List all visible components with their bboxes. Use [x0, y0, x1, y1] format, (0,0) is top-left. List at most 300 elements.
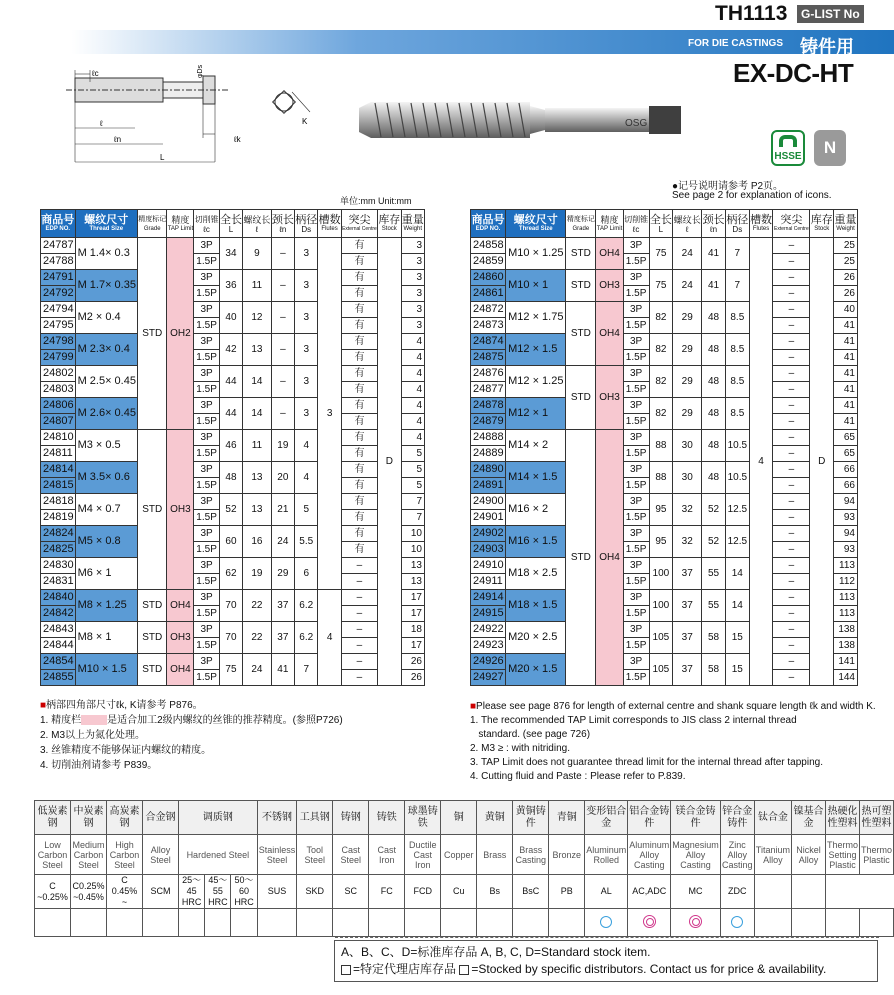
- weight: 26: [834, 270, 858, 286]
- tap-limit: OH2: [167, 238, 194, 430]
- neck-length: 55: [702, 590, 726, 622]
- chamfer: 1.5P: [623, 670, 649, 686]
- thread-length: 12: [243, 302, 271, 334]
- ext-centre: 有: [341, 334, 377, 350]
- material-code: C0.25% ~0.45%: [71, 875, 107, 909]
- overall-length: 75: [219, 654, 242, 686]
- ext-centre: –: [773, 574, 810, 590]
- overall-length: 82: [649, 302, 673, 334]
- grade: STD: [138, 622, 167, 654]
- col-weight: 重量 Weight: [401, 210, 425, 238]
- edp-number: 24877: [471, 382, 506, 398]
- neck-length: –: [271, 302, 294, 334]
- ext-centre: –: [341, 590, 377, 606]
- edp-number: 24859: [471, 254, 506, 270]
- weight: 66: [834, 462, 858, 478]
- ext-centre: 有: [341, 302, 377, 318]
- edp-number: 24901: [471, 510, 506, 526]
- chamfer: 1.5P: [623, 478, 649, 494]
- edp-number: 24860: [471, 270, 506, 286]
- weight: 13: [401, 558, 425, 574]
- material-en: Zinc Alloy Casting: [720, 835, 754, 875]
- edp-number: 24814: [41, 462, 76, 478]
- ext-centre: 有: [341, 254, 377, 270]
- material-en: Tool Steel: [297, 835, 333, 875]
- chamfer: 3P: [194, 334, 219, 350]
- weight: 4: [401, 382, 425, 398]
- chamfer: 1.5P: [623, 318, 649, 334]
- ext-centre: –: [773, 654, 810, 670]
- suitability-cell: [333, 909, 369, 937]
- ext-centre: –: [341, 654, 377, 670]
- catalog-code: TH1113: [715, 2, 788, 25]
- shank-dia: 8.5: [725, 366, 749, 398]
- suitability-cell: [405, 909, 441, 937]
- weight: 141: [834, 654, 858, 670]
- neck-length: 52: [702, 526, 726, 558]
- edp-number: 24792: [41, 286, 76, 302]
- chamfer: 1.5P: [194, 382, 219, 398]
- weight: 3: [401, 302, 425, 318]
- edp-number: 24903: [471, 542, 506, 558]
- weight: 7: [401, 510, 425, 526]
- table-row: [41, 398, 425, 414]
- table-row: [41, 590, 425, 606]
- thread-size: M16 × 1.5: [506, 526, 566, 558]
- weight: 26: [834, 286, 858, 302]
- table-row: [471, 462, 858, 478]
- edp-number: 24879: [471, 414, 506, 430]
- ext-centre: 有: [341, 382, 377, 398]
- tap-limit: OH4: [596, 430, 623, 686]
- neck-length: –: [271, 270, 294, 302]
- weight: 25: [834, 254, 858, 270]
- weight: 93: [834, 542, 858, 558]
- shank-dia: 12.5: [725, 526, 749, 558]
- material-en: Cast Steel: [333, 835, 369, 875]
- table-row: [41, 270, 425, 286]
- weight: 65: [834, 446, 858, 462]
- overall-length: 95: [649, 494, 673, 526]
- edp-number: 24825: [41, 542, 76, 558]
- best-double-circle-icon: [689, 915, 702, 928]
- chamfer: 3P: [194, 430, 219, 446]
- chamfer: 1.5P: [623, 542, 649, 558]
- tap-limit: OH4: [596, 238, 623, 270]
- thread-length: 14: [243, 366, 271, 398]
- thread-length: 37: [673, 558, 702, 590]
- edp-number: 24923: [471, 638, 506, 654]
- shank-dia: 3: [295, 366, 318, 398]
- chamfer: 3P: [623, 334, 649, 350]
- chamfer: 1.5P: [194, 286, 219, 302]
- ext-centre: –: [773, 542, 810, 558]
- material-code: 25～45 HRC: [179, 875, 205, 909]
- thread-length: 29: [673, 366, 702, 398]
- thread-size: M8 × 1.25: [75, 590, 137, 622]
- ext-centre: 有: [341, 494, 377, 510]
- material-en: Medium Carbon Steel: [71, 835, 107, 875]
- material-code: PB: [549, 875, 585, 909]
- ext-centre: –: [773, 494, 810, 510]
- chamfer: 1.5P: [194, 318, 219, 334]
- shank-dia: 5: [295, 494, 318, 526]
- neck-length: 21: [271, 494, 294, 526]
- flutes: 4: [318, 590, 341, 686]
- suitability-cell: [585, 909, 628, 937]
- grade: STD: [566, 270, 596, 302]
- chamfer: 1.5P: [623, 382, 649, 398]
- footnote-en: 1. The recommended TAP Limit corresponds to JIS class 2 internal thread: [470, 715, 797, 726]
- neck-length: –: [271, 398, 294, 430]
- table-row: [41, 558, 425, 574]
- material-zh: 工具钢: [297, 801, 333, 835]
- thread-length: 37: [673, 654, 702, 686]
- col-size: 螺纹尺寸 Thread Size: [506, 210, 566, 238]
- shank-dia: 15: [725, 622, 749, 654]
- col-grade: 精度标记 Grade: [138, 210, 167, 238]
- material-en: Aluminum Rolled: [585, 835, 628, 875]
- edp-number: 24806: [41, 398, 76, 414]
- weight: 94: [834, 494, 858, 510]
- edp-number: 24824: [41, 526, 76, 542]
- edp-number: 24861: [471, 286, 506, 302]
- table-row: [471, 558, 858, 574]
- ext-centre: –: [773, 430, 810, 446]
- edp-number: 24830: [41, 558, 76, 574]
- material-code: FC: [369, 875, 405, 909]
- thread-length: 37: [673, 622, 702, 654]
- footnote-en: 2. M3 ≥ : with nitriding.: [470, 743, 570, 754]
- shank-dia: 5.5: [295, 526, 318, 558]
- thread-length: 30: [673, 430, 702, 462]
- neck-length: 48: [702, 366, 726, 398]
- ext-centre: 有: [341, 318, 377, 334]
- material-en: Brass Casting: [513, 835, 549, 875]
- material-code: AC,ADC: [628, 875, 671, 909]
- weight: 113: [834, 558, 858, 574]
- shank-dia: 3: [295, 238, 318, 270]
- edp-number: 24802: [41, 366, 76, 382]
- tap-limit: OH3: [596, 270, 623, 302]
- neck-length: 20: [271, 462, 294, 494]
- weight: 41: [834, 398, 858, 414]
- dim-k: K: [302, 117, 308, 126]
- ext-centre: 有: [341, 478, 377, 494]
- col-ln: 颈长 ℓn: [271, 210, 294, 238]
- dim-L: L: [160, 153, 165, 162]
- neck-length: 37: [271, 622, 294, 654]
- chamfer: 3P: [623, 398, 649, 414]
- ext-centre: 有: [341, 238, 377, 254]
- chamfer: 3P: [194, 462, 219, 478]
- weight: 41: [834, 350, 858, 366]
- col-limit: 精度 TAP Limit: [167, 210, 194, 238]
- dim-lc: ℓc: [92, 69, 99, 78]
- neck-length: 29: [271, 558, 294, 590]
- icon-note-zh: ●记号说明请参考 P2页。: [672, 181, 784, 192]
- material-en: Ductile Cast Iron: [405, 835, 441, 875]
- edp-number: 24902: [471, 526, 506, 542]
- material-zh: 热硬化性塑料: [825, 801, 859, 835]
- edp-number: 24787: [41, 238, 76, 254]
- thread-length: 11: [243, 270, 271, 302]
- material-en: Thermo Setting Plastic: [825, 835, 859, 875]
- ext-centre: –: [773, 462, 810, 478]
- table-row: [41, 430, 425, 446]
- material-code: Bs: [477, 875, 513, 909]
- tap-limit: OH3: [596, 366, 623, 430]
- col-size: 螺纹尺寸 Thread Size: [75, 210, 137, 238]
- thread-size: M10 × 1: [506, 270, 566, 302]
- weight: 4: [401, 350, 425, 366]
- neck-length: 41: [702, 238, 726, 270]
- edp-number: 24815: [41, 478, 76, 494]
- model-title: EX-DC-HT: [733, 58, 854, 88]
- weight: 138: [834, 638, 858, 654]
- col-flutes: 槽数 Flutes: [749, 210, 773, 238]
- weight: 17: [401, 638, 425, 654]
- chamfer: 1.5P: [623, 350, 649, 366]
- material-en: Hardened Steel: [179, 835, 258, 875]
- overall-length: 60: [219, 526, 242, 558]
- thread-size: M8 × 1: [75, 622, 137, 654]
- thread-size: M14 × 2: [506, 430, 566, 462]
- suitability-cell: [825, 909, 859, 937]
- thread-length: 16: [243, 526, 271, 558]
- stock: D: [810, 238, 834, 686]
- material-code: C ~0.25%: [35, 875, 71, 909]
- edp-number: 24927: [471, 670, 506, 686]
- suitability-cell: [107, 909, 143, 937]
- table-row: [41, 462, 425, 478]
- ext-centre: 有: [341, 510, 377, 526]
- shank-dia: 8.5: [725, 302, 749, 334]
- tap-limit: OH4: [167, 654, 194, 686]
- material-zh: 球墨铸铁: [405, 801, 441, 835]
- material-en: Low Carbon Steel: [35, 835, 71, 875]
- edp-number: 24890: [471, 462, 506, 478]
- suitability-cell: [179, 909, 205, 937]
- grade: STD: [138, 654, 167, 686]
- col-ds: 柄径 Ds: [725, 210, 749, 238]
- material-zh: 低炭素钢: [35, 801, 71, 835]
- overall-length: 70: [219, 622, 242, 654]
- suitability-cell: [369, 909, 405, 937]
- edp-number: 24910: [471, 558, 506, 574]
- ext-centre: 有: [341, 398, 377, 414]
- thread-size: M3 × 0.5: [75, 430, 137, 462]
- ext-centre: –: [773, 622, 810, 638]
- weight: 144: [834, 670, 858, 686]
- shank-dia: 6.2: [295, 622, 318, 654]
- thread-size: M12 × 1: [506, 398, 566, 430]
- material-zh: 镁合金铸件: [671, 801, 721, 835]
- grade: STD: [138, 238, 167, 430]
- shank-dia: 14: [725, 558, 749, 590]
- weight: 113: [834, 590, 858, 606]
- table-row: [471, 334, 858, 350]
- weight: 112: [834, 574, 858, 590]
- material-code: [791, 875, 825, 909]
- edp-number: 24799: [41, 350, 76, 366]
- grade: STD: [138, 430, 167, 590]
- table-row: [471, 366, 858, 382]
- ext-centre: –: [341, 574, 377, 590]
- col-lc: 切削锥 ℓc: [194, 210, 219, 238]
- table-row: [471, 302, 858, 318]
- chamfer: 1.5P: [194, 414, 219, 430]
- overall-length: 36: [219, 270, 242, 302]
- shank-dia: 14: [725, 590, 749, 622]
- edp-number: 24791: [41, 270, 76, 286]
- col-flutes: 槽数 Flutes: [318, 210, 341, 238]
- suitability-cell: [143, 909, 179, 937]
- col-ext-centre: 突尖 External Centre: [773, 210, 810, 238]
- chamfer: 3P: [194, 558, 219, 574]
- overall-length: 70: [219, 590, 242, 622]
- chamfer: 1.5P: [623, 574, 649, 590]
- material-zh: 变形铝合金: [585, 801, 628, 835]
- edp-number: 24858: [471, 238, 506, 254]
- thread-length: 19: [243, 558, 271, 590]
- material-en: Stainless Steel: [257, 835, 297, 875]
- edp-number: 24889: [471, 446, 506, 462]
- material-en: Titanium Alloy: [754, 835, 791, 875]
- edp-number: 24843: [41, 622, 76, 638]
- icon-note-en: See page 2 for explanation of icons.: [672, 190, 832, 201]
- chamfer: 1.5P: [194, 606, 219, 622]
- edp-number: 24803: [41, 382, 76, 398]
- shank-dia: 8.5: [725, 398, 749, 430]
- chamfer: 1.5P: [194, 510, 219, 526]
- shank-dia: 12.5: [725, 494, 749, 526]
- material-en: Alloy Steel: [143, 835, 179, 875]
- material-zh: 调质钢: [179, 801, 258, 835]
- table-row: [471, 398, 858, 414]
- col-ds: 柄径 Ds: [295, 210, 318, 238]
- table-row: [41, 494, 425, 510]
- ext-centre: –: [773, 590, 810, 606]
- material-zh: 黄铜铸件: [513, 801, 549, 835]
- weight: 41: [834, 414, 858, 430]
- edp-number: 24842: [41, 606, 76, 622]
- ext-centre: –: [773, 254, 810, 270]
- overall-length: 52: [219, 494, 242, 526]
- weight: 7: [401, 494, 425, 510]
- material-code: ZDC: [720, 875, 754, 909]
- suitability-cell: [513, 909, 549, 937]
- weight: 66: [834, 478, 858, 494]
- chamfer: 1.5P: [194, 254, 219, 270]
- neck-length: –: [271, 366, 294, 398]
- col-L: 全长 L: [219, 210, 242, 238]
- overall-length: 105: [649, 622, 673, 654]
- shank-dia: 10.5: [725, 462, 749, 494]
- material-zh: 热可塑性塑料: [859, 801, 893, 835]
- table-row: [41, 622, 425, 638]
- weight: 5: [401, 478, 425, 494]
- thread-size: M18 × 1.5: [506, 590, 566, 622]
- chamfer: 1.5P: [194, 350, 219, 366]
- material-code: [754, 875, 791, 909]
- thread-length: 29: [673, 398, 702, 430]
- edp-number: 24891: [471, 478, 506, 494]
- weight: 26: [401, 654, 425, 670]
- material-zh: 钛合金: [754, 801, 791, 835]
- overall-length: 44: [219, 398, 242, 430]
- svg-text:OSG: OSG: [625, 118, 648, 129]
- suitability-cell: [859, 909, 893, 937]
- chamfer: 3P: [623, 622, 649, 638]
- thread-length: 29: [673, 302, 702, 334]
- material-en: Copper: [441, 835, 477, 875]
- footnote-en: 4. Cutting fluid and Paste : Please refer to P.839.: [470, 771, 686, 782]
- chamfer: 3P: [194, 302, 219, 318]
- dim-ln: ℓn: [114, 135, 122, 144]
- chamfer: 1.5P: [194, 478, 219, 494]
- edp-number: 24798: [41, 334, 76, 350]
- ext-centre: 有: [341, 462, 377, 478]
- shank-dia: 3: [295, 398, 318, 430]
- edp-number: 24911: [471, 574, 506, 590]
- tap-limit: OH4: [167, 590, 194, 622]
- thread-size: M6 × 1: [75, 558, 137, 590]
- grade: STD: [566, 302, 596, 366]
- chamfer: 3P: [623, 462, 649, 478]
- ext-centre: –: [773, 606, 810, 622]
- suitability-cell: [671, 909, 721, 937]
- neck-length: 41: [702, 270, 726, 302]
- material-suitability-table: [34, 800, 894, 937]
- material-code: BsC: [513, 875, 549, 909]
- chamfer: 1.5P: [623, 606, 649, 622]
- edp-number: 24922: [471, 622, 506, 638]
- col-grade: 精度标记 Grade: [566, 210, 596, 238]
- thread-length: 24: [243, 654, 271, 686]
- overall-length: 46: [219, 430, 242, 462]
- edp-number: 24875: [471, 350, 506, 366]
- tap-dimension-diagram: [40, 62, 340, 174]
- chamfer: 1.5P: [194, 446, 219, 462]
- table-row: [471, 590, 858, 606]
- suitability-cell: [441, 909, 477, 937]
- ext-centre: –: [773, 270, 810, 286]
- thread-size: M10 × 1.5: [75, 654, 137, 686]
- material-code: 50～60 HRC: [231, 875, 257, 909]
- edp-number: 24840: [41, 590, 76, 606]
- ext-centre: –: [773, 478, 810, 494]
- stock-line1: A、B、C、D=标准库存品 A, B, C, D=Standard stock item.: [341, 945, 651, 959]
- edp-number: 24794: [41, 302, 76, 318]
- neck-length: 37: [271, 590, 294, 622]
- thread-length: 13: [243, 494, 271, 526]
- thread-length: 24: [673, 238, 702, 270]
- material-en: High Carbon Steel: [107, 835, 143, 875]
- overall-length: 88: [649, 462, 673, 494]
- overall-length: 62: [219, 558, 242, 590]
- stock-legend: [334, 940, 878, 982]
- col-l: 螺纹长 ℓ: [673, 210, 702, 238]
- overall-length: 95: [649, 526, 673, 558]
- thread-length: 13: [243, 334, 271, 366]
- glist-label: G-LIST No: [797, 5, 864, 23]
- overall-length: 40: [219, 302, 242, 334]
- edp-number: 24855: [41, 670, 76, 686]
- chamfer: 3P: [194, 366, 219, 382]
- weight: 25: [834, 238, 858, 254]
- thread-length: 32: [673, 526, 702, 558]
